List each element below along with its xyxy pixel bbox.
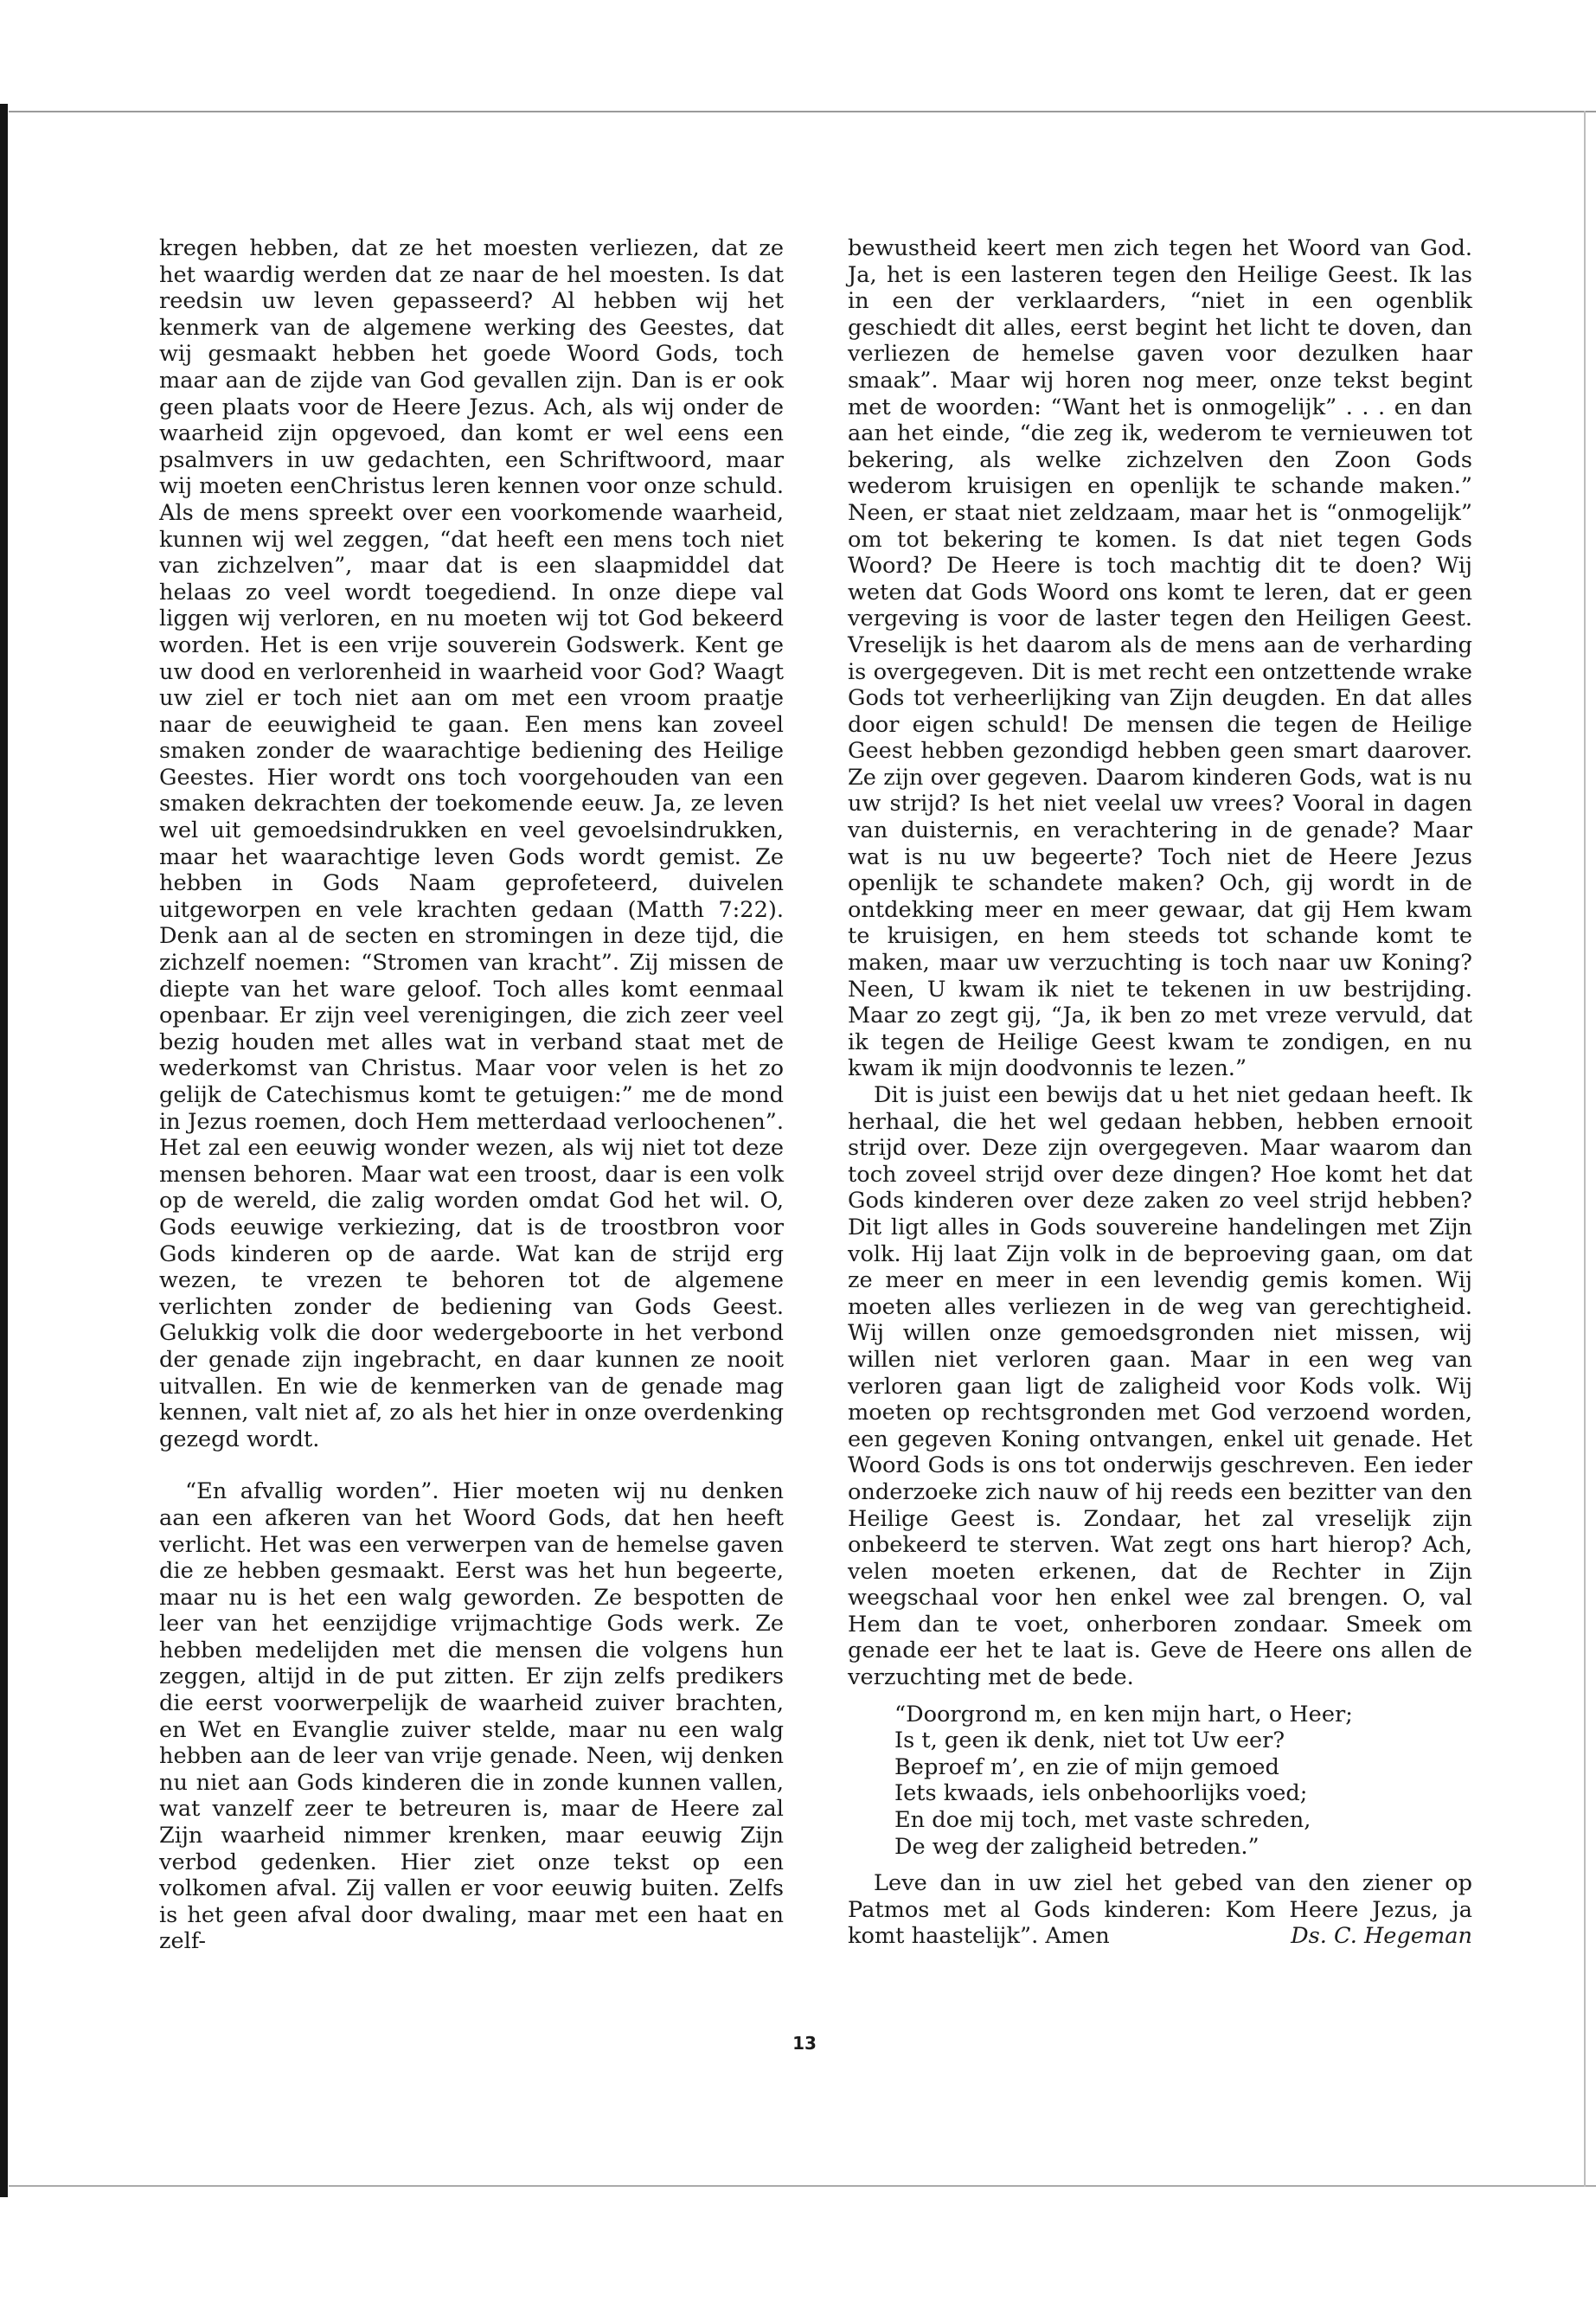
page-frame-right (1584, 111, 1586, 2187)
scan-edge-bar (0, 104, 8, 2197)
poem-line: “Doorgrond m, en ken mijn hart, o Heer; (894, 1701, 1353, 1727)
left-column (159, 235, 784, 1955)
page-frame-bottom (9, 2185, 1596, 2187)
author-signature: Ds. C. Hegeman (1291, 1923, 1472, 1950)
poem-line: Beproef m’, en zie of mijn gemoed (894, 1753, 1279, 1780)
page-frame-top (9, 111, 1596, 112)
page-number: 13 (792, 2033, 817, 2054)
poem-line: Is t, geen ik denk, niet tot Uw eer? (894, 1727, 1285, 1754)
right-paragraph-1: bewustheid keert men zich tegen het Woord van God. Ja, het is een lasteren tegen den Heilige Geest. Ik las in een der verklaarders, “niet in een ogenblik geschiedt dit alles, eerst begint het licht te doven, dan verliezen de hemelse gaven voor dezulken haar smaak”. Maar wij horen nog meer, onze tekst begint met de woorden: “Want het is onmogelijk” . . . en dan aan het einde, “die zeg ik, wederom te vernieuwen tot bekering, als welke zichzelven den Zoon Gods wederom kruisigen en openlijk te schande maken.” Neen, er staat niet zeldzaam, maar het is “onmogelijk” om tot bekering te komen. Is dat niet tegen Gods Woord? De Heere is toch machtig dit te doen? Wij weten dat Gods Woord ons komt te leren, dat er geen vergeving is voor de laster tegen den Heiligen Geest. Vreselijk is het daarom als de mens aan de verharding is overgegeven. Dit is met recht een ontzettende wrake Gods tot verheerlijking van Zijn deugden. En dat alles door eigen schuld! De mensen die tegen de Heilige Geest hebben gezondigd hebben geen smart daarover. Ze zijn over gegeven. Daarom kinderen Gods, wat is nu uw strijd? Is het niet veelal uw vrees? Vooral in dagen van duisternis, en verachtering in de genade? Maar wat is nu uw begeerte? Toch niet de Heere Jezus openlijk te schandete maken? Och, gij wordt in de ontdekking meer en meer gewaar, dat gij Hem kwam te kruisigen, en hem steeds tot schande komt te maken, maar uw verzuchting is toch naar uw Koning? Neen, U kwam ik niet te tekenen in uw bestrijding. Maar zo zegt gij, “Ja, ik ben zo met vreze vervuld, dat ik tegen de Heilige Geest kwam te zondigen, en nu kwam ik mijn doodvonnis te lezen.” (848, 235, 1472, 1082)
poem-line: Iets kwaads, iels onbehoorlijks voed; (894, 1780, 1308, 1807)
poem-line: De weg der zaligheid betreden.” (894, 1833, 1259, 1860)
closing-paragraph (848, 1870, 1472, 1950)
poem-line: En doe mij toch, met vaste schreden, (894, 1807, 1311, 1834)
right-column (848, 235, 1472, 1950)
right-paragraph-2: Dit is juist een bewijs dat u het niet gedaan heeft. Ik herhaal, die het wel gedaan hebben, hebben ernooit strijd over. Deze zijn overgegeven. Maar waarom dan toch zoveel strijd over deze dingen? Hoe komt het dat Gods kinderen over deze zaken zo veel strijd hebben? Dit ligt alles in Gods souvereine handelingen met Zijn volk. Hij laat Zijn volk in de beproeving gaan, om dat ze meer en meer in een levendig gemis komen. Wij moeten alles verliezen in de weg van gerechtigheid. Wij willen onze gemoedsgronden niet missen, wij willen niet verloren gaan. Maar in een weg van verloren gaan ligt de zaligheid voor Kods volk. Wij moeten op rechtsgronden met God verzoend worden, een gegeven Koning ontvangen, enkel uit genade. Het Woord Gods is ons tot onderwijs geschreven. Een ieder onderzoeke zich nauw of hij reeds een bezitter van den Heilige Geest is. Zondaar, het zal vreselijk zijn onbekeerd te sterven. Wat zegt ons hart hierop? Ach, velen moeten erkenen, dat de Rechter in Zijn weegschaal voor hen enkel wee zal brengen. O, val Hem dan te voet, onherboren zondaar. Smeek om genade eer het te laat is. Geve de Heere ons allen de verzuchting met de bede. (848, 1082, 1472, 1691)
left-paragraph-1: kregen hebben, dat ze het moesten verliezen, dat ze het waardig werden dat ze naar de hel moesten. Is dat reedsin uw leven gepasseerd? Al hebben wij het kenmerk van de algemene werking des Geestes, dat wij gesmaakt hebben het goede Woord Gods, toch maar aan de zijde van God gevallen zijn. Dan is er ook geen plaats voor de Heere Jezus. Ach, als wij onder de waarheid zijn opgevoed, dan komt er wel eens een psalmvers in uw gedachten, een Schriftwoord, maar wij moeten eenChristus leren kennen voor onze schuld. Als de mens spreekt over een voorkomende waarheid, kunnen wij wel zeggen, “dat heeft een mens toch niet van zichzelven”, maar dat is een slaapmiddel dat helaas zo veel wordt toegediend. In onze diepe val liggen wij verloren, en nu moeten wij tot God bekeerd worden. Het is een vrije souverein Godswerk. Kent ge uw dood en verlorenheid in waarheid voor God? Waagt uw ziel er toch niet aan om met een vroom praatje naar de eeuwigheid te gaan. Een mens kan zoveel smaken zonder de waarachtige bediening des Heilige Geestes. Hier wordt ons toch voorgehouden van een smaken dekrachten der toekomende eeuw. Ja, ze leven wel uit gemoedsindrukken en veel gevoelsindrukken, maar het waarachtige leven Gods wordt gemist. Ze hebben in Gods Naam geprofeteerd, duivelen uitgeworpen en vele krachten gedaan (Matth 7:22). Denk aan al de secten en stromingen in deze tijd, die zichzelf noemen: “Stromen van kracht”. Zij missen de diepte van het ware geloof. Toch alles komt eenmaal openbaar. Er zijn veel verenigingen, die zich zeer veel bezig houden met alles wat in verband staat met de wederkomst van Christus. Maar voor velen is het zo gelijk de Catechismus komt te getuigen:” me de mond in Jezus roemen, doch Hem metterdaad verloochenen”. Het zal een eeuwig wonder wezen, als wij niet tot deze mensen behoren. Maar wat een troost, daar is een volk op de wereld, die zalig worden omdat God het wil. O, Gods eeuwige verkiezing, dat is de troostbron voor Gods kinderen op de aarde. Wat kan de strijd erg wezen, te vrezen te behoren tot de algemene verlichten zonder de bediening van Gods Geest. Gelukkig volk die door wedergeboorte in het verbond der genade zijn ingebracht, en daar kunnen ze nooit uitvallen. En wie de kenmerken van de genade mag kennen, valt niet af, zo als het hier in onze overdenking gezegd wordt. (159, 235, 784, 1452)
poem-stanza (894, 1702, 1472, 1861)
left-paragraph-2: “En afvallig worden”. Hier moeten wij nu denken aan een afkeren van het Woord Gods, dat hen heeft verlicht. Het was een verwerpen van de hemelse gaven die ze hebben gesmaakt. Eerst was het hun begeerte, maar nu is het een walg geworden. Ze bespotten de leer van het eenzijdige vrijmachtige Gods werk. Ze hebben medelijden met die mensen die volgens hun zeggen, altijd in de put zitten. Er zijn zelfs predikers die eerst voorwerpelijk de waarheid zuiver brachten, en Wet en Evanglie zuiver stelde, maar nu een walg hebben aan de leer van vrije genade. Neen, wij denken nu niet aan Gods kinderen die in zonde kunnen vallen, wat vanzelf zeer te betreuren is, maar de Heere zal Zijn waarheid nimmer krenken, maar eeuwig Zijn verbod gedenken. Hier ziet onze tekst op een volkomen afval. Zij vallen er voor eeuwig buiten. Zelfs is het geen afval door dwaling, maar met een haat en zelf- (159, 1478, 784, 1955)
closing-text: Leve dan in uw ziel het gebed van den ziener op Patmos met al Gods kinderen: Kom Heere Jezus, ja komt haastelijk”. Amen (848, 1870, 1472, 1950)
